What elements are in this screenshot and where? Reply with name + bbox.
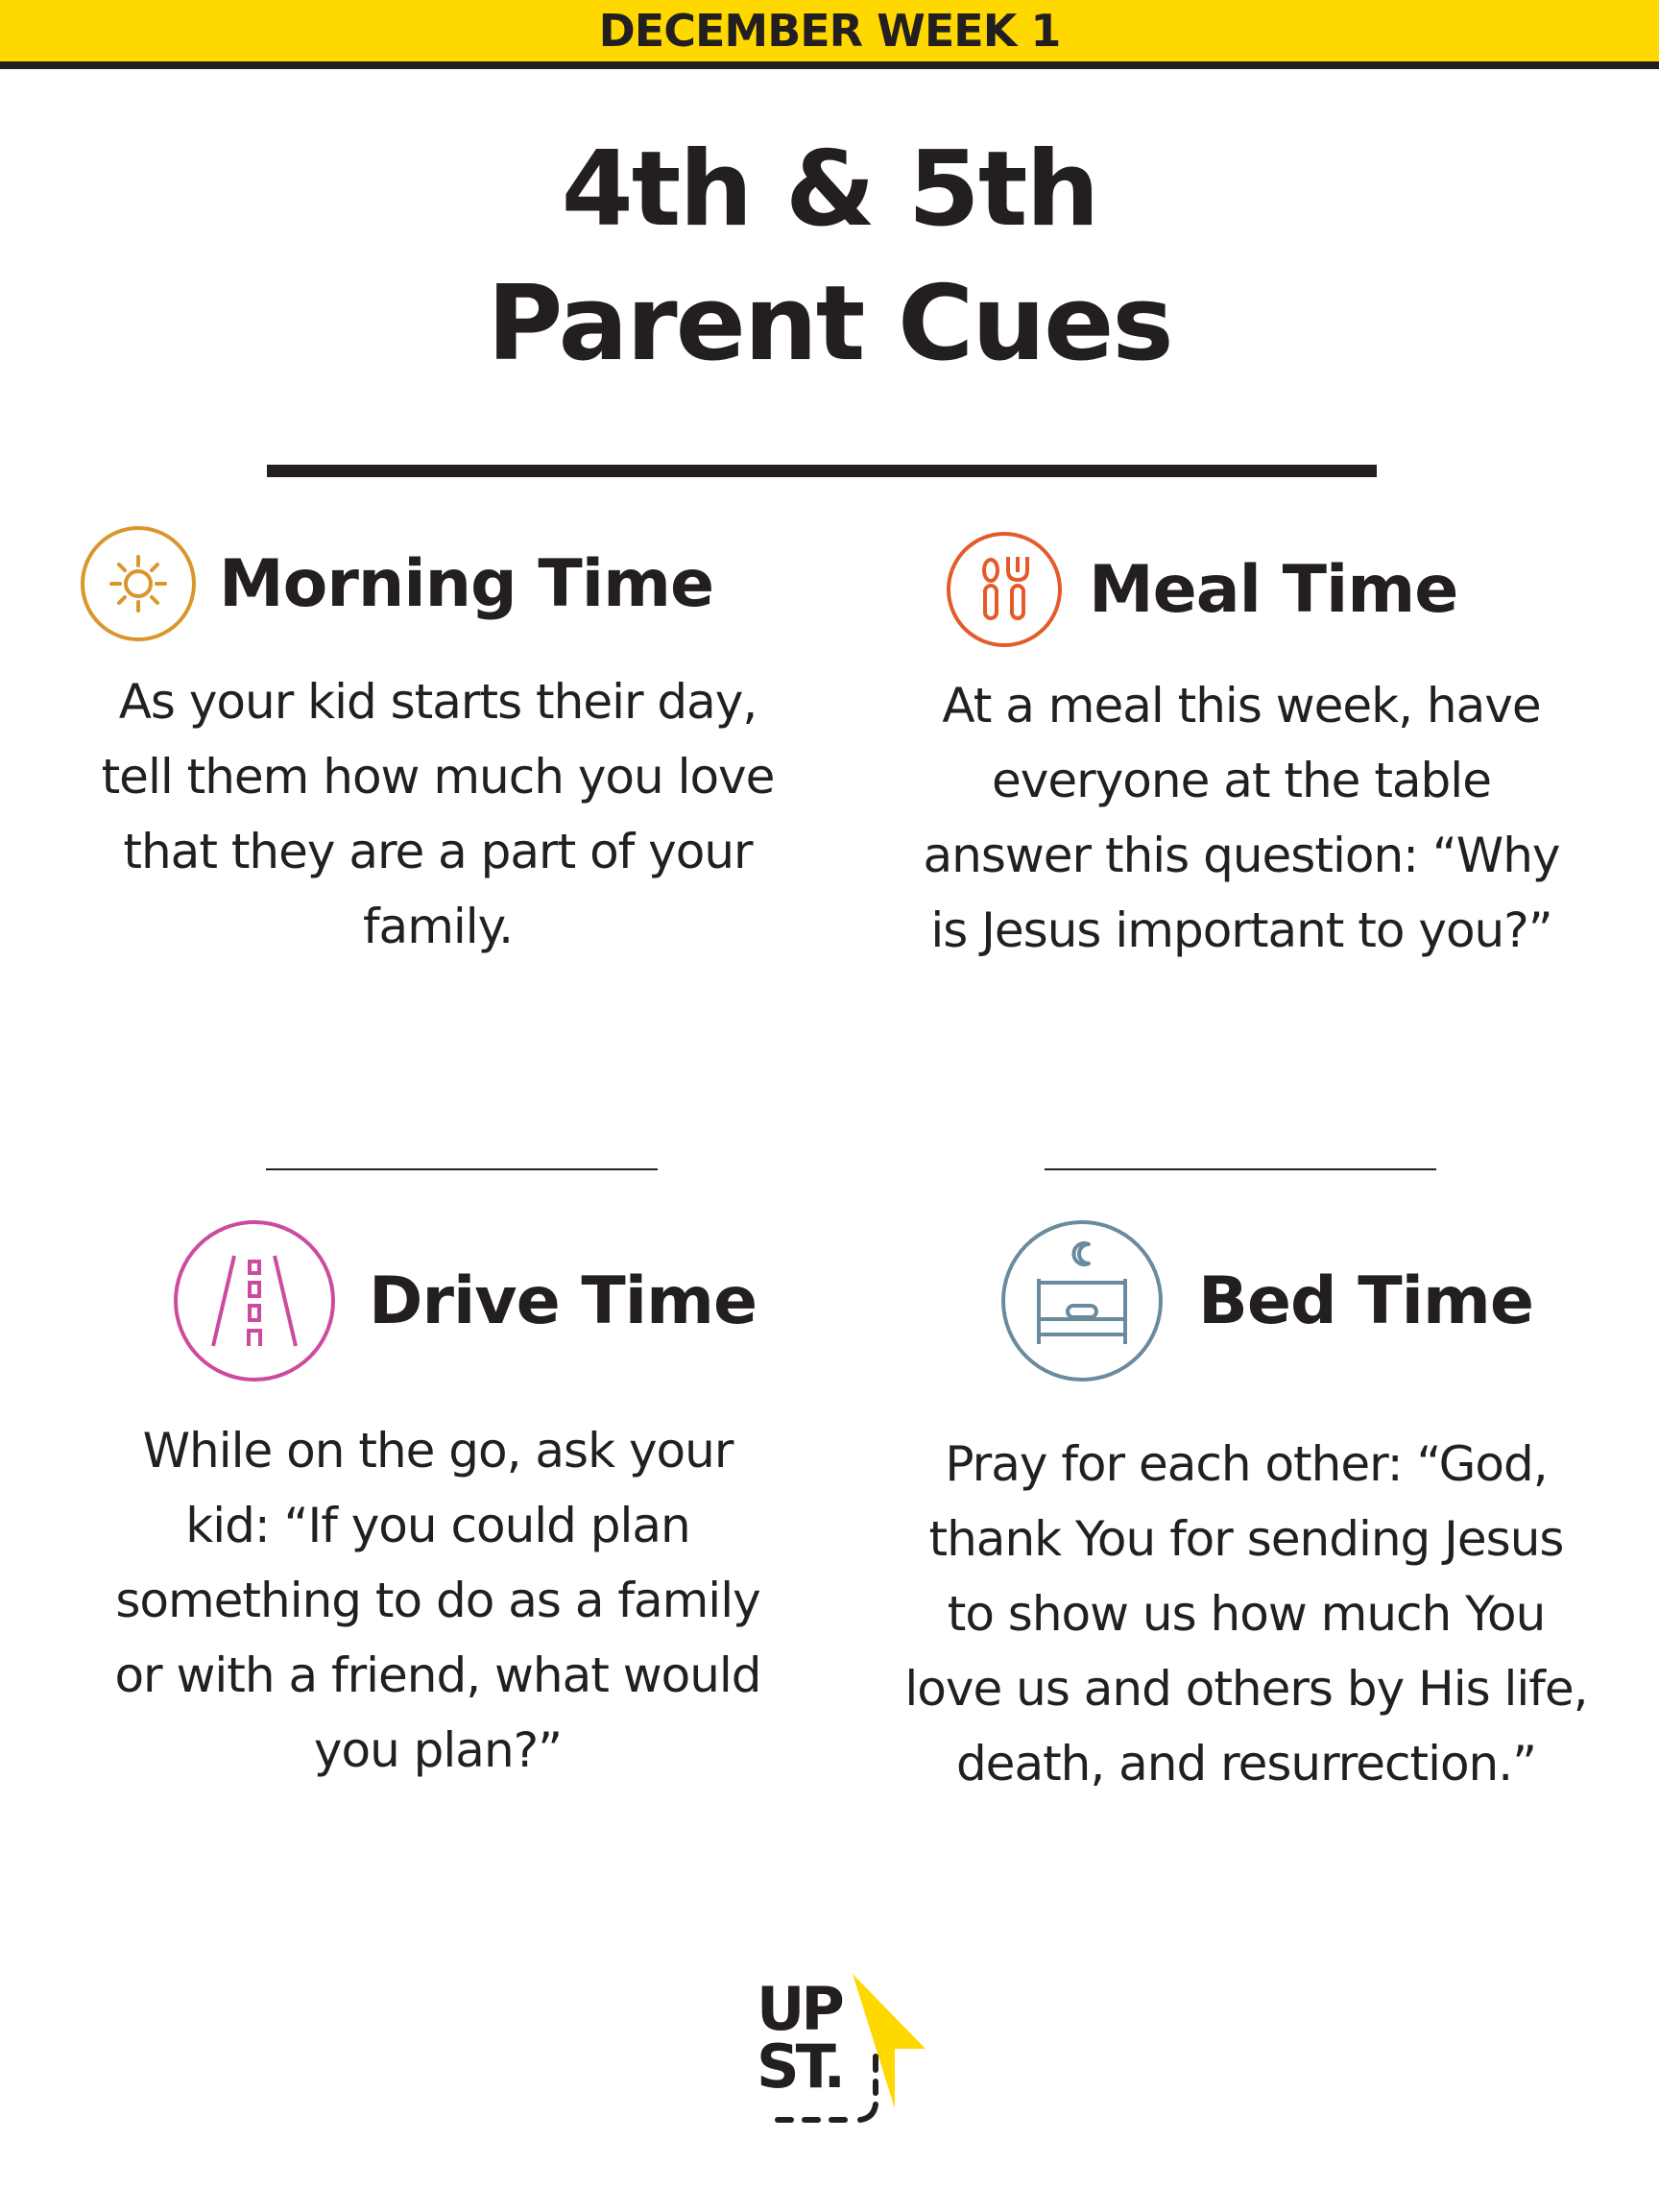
bed-line: death, and resurrection.”	[955, 1736, 1537, 1791]
meal-line: everyone at the table	[992, 753, 1491, 808]
meal-line: is Jesus important to you?”	[930, 902, 1552, 958]
meal-time-header	[945, 530, 1457, 649]
bed-time-text	[891, 1427, 1601, 1801]
meal-time-title: Meal Time	[1089, 551, 1458, 628]
morning-line: tell them how much you love	[101, 749, 775, 805]
title-line-1: 4th & 5th	[561, 130, 1098, 250]
drive-line: kid: “If you could plan	[185, 1498, 690, 1553]
morning-time-title: Morning Time	[219, 545, 714, 622]
meal-time-text	[886, 668, 1597, 968]
drive-line: something to do as a family	[115, 1573, 760, 1628]
title-divider	[267, 465, 1377, 477]
drive-time-text	[83, 1413, 793, 1788]
title-line-2: Parent Cues	[487, 264, 1172, 384]
drive-line: you plan?”	[313, 1722, 563, 1778]
morning-line: family.	[362, 899, 514, 954]
bed-time-title: Bed Time	[1198, 1262, 1533, 1339]
sun-icon	[79, 524, 198, 643]
bed-line: Pray for each other: “God,	[945, 1436, 1548, 1492]
morning-line: that they are a part of your	[123, 824, 753, 879]
drive-time-header	[173, 1219, 757, 1382]
utensils-icon	[945, 530, 1064, 649]
page-title	[0, 123, 1659, 392]
divider-left	[266, 1168, 658, 1170]
drive-line: or with a friend, what would	[114, 1647, 761, 1703]
road-icon	[173, 1219, 336, 1382]
header-banner	[0, 0, 1659, 69]
divider-right	[1045, 1168, 1436, 1170]
drive-line: While on the go, ask your	[142, 1423, 733, 1479]
drive-time-title: Drive Time	[369, 1262, 757, 1339]
meal-line: answer this question: “Why	[923, 828, 1560, 883]
upstreet-logo	[753, 1974, 926, 2148]
morning-time-text	[83, 664, 793, 964]
bed-line: thank You for sending Jesus	[928, 1511, 1564, 1567]
bed-moon-icon	[1000, 1219, 1164, 1382]
meal-line: At a meal this week, have	[942, 678, 1541, 733]
morning-line: As your kid starts their day,	[118, 674, 757, 730]
bed-time-header	[1000, 1219, 1533, 1382]
morning-time-header	[79, 524, 713, 643]
logo-line-1: UP	[757, 1974, 841, 2044]
banner-text: DECEMBER WEEK 1	[598, 5, 1061, 57]
bed-line: love us and others by His life,	[904, 1661, 1588, 1717]
bed-line: to show us how much You	[947, 1586, 1546, 1642]
logo-line-2: ST.	[757, 2032, 843, 2102]
